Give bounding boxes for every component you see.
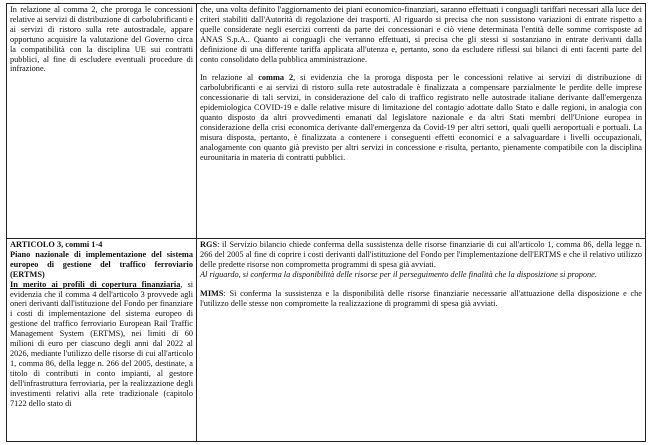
- comment-cell: [7, 4, 197, 239]
- table-row: [7, 239, 646, 442]
- paragraph-gap: [200, 64, 642, 73]
- coverage-body: , si evidenzia che il comma 4 dell'articolo 3 provvede agli oneri derivanti dall'istituzione del Fondo per finanziare i costi di implementazione del sistema europeo di gestione del traffico ferroviario European Rail Traffic Management System (ERTMS), nei limiti di 60 milioni di euro per ciascuno degli anni dal 2022 al 2026, mediante l'utilizzo delle risorse di cui all'articolo 1, comma 86, della legge n. 266 del 2005, destinate, a titolo di contributi in conto impianti, al gestore dell'infrastruttura ferroviaria, per la realizzazione degli investimenti relativi alla rete tradizionale (capitolo 7122 dello stato di: [10, 279, 193, 408]
- mims-paragraph: [200, 289, 642, 309]
- coverage-paragraph: [10, 280, 193, 409]
- article-heading: ARTICOLO 3, commi 1-4: [10, 240, 103, 249]
- article-cell: [7, 239, 197, 442]
- comma2-comment: In relazione al comma 2, che proroga le concessioni relative ai servizi di distribuzione di carbolubrificanti e ai servizi di ristoro sulla rete autostradale, appare opportuno acquisire la valutazione del Governo circa la compatibilità con la disciplina UE sui contratti pubblici, al fine di escludere eventuali procedure di infrazione.: [10, 5, 193, 74]
- mims-label: MIMS: [200, 288, 224, 298]
- conguagli-paragraph: che, una volta definito l'aggiornamento dei piani economico-finanziari, saranno effettuati i conguagli tariffari necessari alla luce dei criteri stabiliti dall'Autorità di regolazione dei trasporti. Al riguardo si precisa che non sussistono variazioni di entrate rispetto a quelle considerate negli esercizi correnti da parte dei concessionari e ciò viene determinata l'entità delle somme corrisposte ad ANAS S.p.A.. Quanto ai conguagli che verranno effettuati, si precisa che gli stessi si sostanziano in entrate derivanti dalla definizione di una differente tariffa applicata all'utenza e, pertanto, sono da escludere riflessi sui bilanci di enti facenti parte del conto consolidato della pubblica amministrazione.: [200, 5, 642, 64]
- response-intro: In relazione al: [200, 73, 259, 83]
- mims-text: : Si conferma la sussistenza e la disponibilità delle risorse finanziarie necessarie all'attuazione della disposizione e che l'utilizzo delle stesse non compromette la realizzazione di programmi di spesa già avviati.: [200, 288, 642, 308]
- response-body: , si evidenzia che la proroga disposta per le concessioni relative ai servizi di distribuzione di carbolubrificanti e ai servizi di ristoro sulla rete autostradale è finalizzata a compensare parzialmente le perdite delle imprese concessionarie di tali servizi, in considerazione del calo di traffico registrato nelle autostrade italiane derivante dall'emergenza epidemiologica COVID-19 e dalle relative misure di limitazione del contagio adottate dallo Stato e dalle regioni, in analogia con quanto disposto da altri provvedimenti emanati dal legislatore nazionale e da altri Stati membri dell'Unione europea in considerazione della crisi economica derivante dall'emergenza da Covid-19 per altri settori, quali quelli aeroportuali e portuali. La misura disposta, pertanto, è finalizzata a contenere i conseguenti effetti economici e a salvaguardare i livelli occupazionali, analogamente con quanto già previsto per altri servizi in concessione e risulta, pertanto, pienamente compatibile con la disciplina eurounitaria in materia di contratti pubblici.: [200, 73, 642, 162]
- document-table: [6, 3, 646, 442]
- rgs-paragraph: [200, 240, 642, 270]
- reply-cell: [197, 239, 646, 442]
- paragraph-gap: [200, 280, 642, 289]
- comma2-response: [200, 73, 642, 162]
- response-cell: [197, 4, 646, 239]
- coverage-subheading: In merito ai profili di copertura finanziaria: [10, 279, 181, 289]
- rgs-text: : il Servizio bilancio chiede conferma della sussistenza delle risorse finanziarie di cui all'articolo 1, comma 86, della legge n. 266 del 2005 al fine di coprire i costi derivanti dall'istituzione del Fondo per l'implementazione dell'ERTMS e che il relativo utilizzo delle predette risorse non comprometta programmi di spesa già avviati.: [200, 240, 642, 269]
- table-row: [7, 4, 646, 239]
- rgs-label: RGS: [200, 240, 218, 249]
- comma-ref: comma 2: [258, 73, 294, 83]
- rgs-note: Al riguardo, si conferma la disponibilità delle risorse per il perseguimento delle finalità che la disposizione si propone.: [200, 269, 597, 279]
- article-title: Piano nazionale di implementazione del sistema europeo di gestione del traffico ferroviario (ERTMS): [10, 249, 193, 279]
